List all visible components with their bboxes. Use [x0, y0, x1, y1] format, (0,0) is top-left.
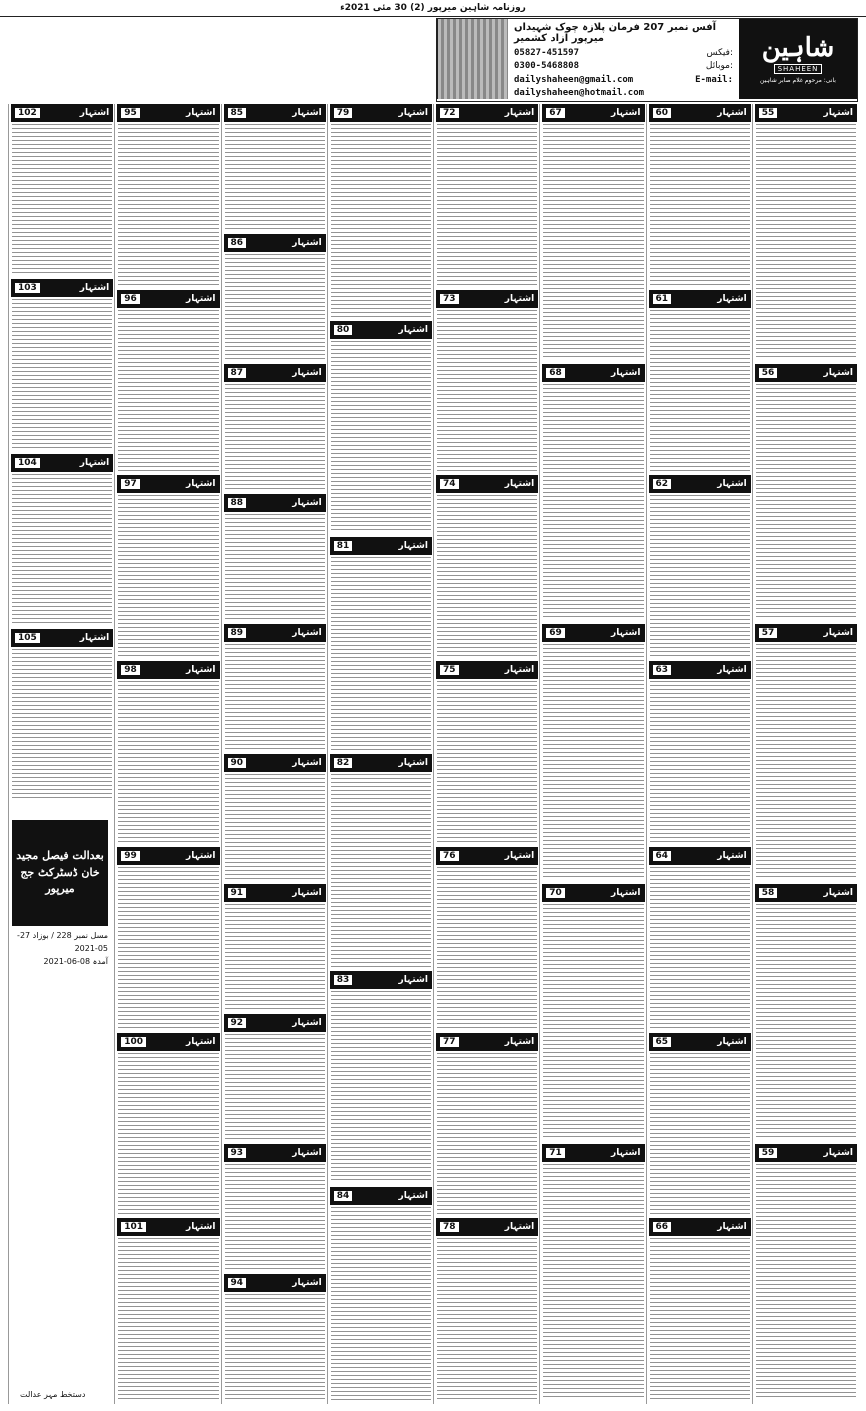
notice-text [437, 124, 537, 286]
notice-header [436, 847, 538, 865]
notice-header [649, 290, 751, 308]
notice-label: اشتہار [611, 888, 641, 898]
notice-number: 67 [546, 108, 565, 118]
notice-text [543, 124, 643, 360]
notice-header [224, 1144, 326, 1162]
notice-text [12, 299, 112, 450]
notice-text [756, 384, 856, 620]
notice-header [649, 1218, 751, 1236]
notice-number: 89 [228, 628, 247, 638]
notice-text [543, 384, 643, 620]
notice-header [224, 624, 326, 642]
notice-number: 69 [546, 628, 565, 638]
notice-number: 59 [759, 1148, 778, 1158]
date-line: آمدہ 08-06-2021 [43, 956, 108, 966]
notice-text [756, 644, 856, 880]
notice-header [542, 104, 644, 122]
notice-text [225, 904, 325, 1010]
notice-header [330, 971, 432, 989]
notice-header [224, 364, 326, 382]
notice-header [330, 321, 432, 339]
notice-header [117, 475, 219, 493]
notice-header [330, 104, 432, 122]
notice-label: اشتہار [398, 974, 428, 985]
masthead [436, 18, 858, 102]
notice-number: 71 [546, 1148, 565, 1158]
paper-name: شاہین [761, 32, 835, 63]
notice-text [543, 904, 643, 1140]
notice-text [331, 557, 431, 750]
notice-number: 87 [228, 368, 247, 378]
column-7 [8, 104, 115, 1404]
notice-columns [8, 104, 858, 1404]
notice-text [225, 124, 325, 230]
notice-label: اشتہار [717, 293, 747, 304]
notice-header [436, 1218, 538, 1236]
notice-label: اشتہار [186, 479, 216, 490]
notice-number: 66 [653, 1222, 672, 1232]
notice-header [649, 661, 751, 679]
notice-text [118, 495, 218, 657]
notice-header [436, 1033, 538, 1051]
notice-label: اشتہار [398, 758, 428, 768]
notice-number: 55 [759, 108, 778, 118]
notice-text [650, 681, 750, 843]
notice-number: 101 [121, 1222, 146, 1232]
notice-text [437, 867, 537, 1029]
notice-number: 86 [228, 238, 247, 248]
notice-label: اشتہار [292, 1148, 322, 1158]
notice-number: 95 [121, 108, 140, 118]
column-4 [327, 104, 434, 1404]
notice-number: 77 [440, 1037, 459, 1047]
notice-number: 84 [334, 1191, 353, 1201]
notice-label: اشتہار [292, 758, 322, 768]
notice-label: اشتہار [717, 1036, 747, 1047]
contact-box [508, 19, 739, 101]
notice-header [224, 494, 326, 512]
notice-text [12, 649, 112, 800]
notice-number: 58 [759, 888, 778, 898]
notice-text [225, 644, 325, 750]
notice-number: 78 [440, 1222, 459, 1232]
notice-text [650, 495, 750, 657]
notice-header [436, 661, 538, 679]
court-title: بعدالت فیصل مجید خان ڈسٹرکٹ جج میرپور [16, 849, 104, 896]
notice-number: 91 [228, 888, 247, 898]
notice-label: اشتہار [504, 479, 535, 490]
notice-label: اشتہار [292, 238, 322, 248]
column-1 [646, 104, 753, 1404]
notice-header [117, 290, 219, 308]
notice-text [225, 1294, 325, 1400]
notice-text [437, 681, 537, 843]
notice-label: اشتہار [186, 293, 216, 304]
notice-text [225, 514, 325, 620]
fax-label: فیکس: [706, 47, 733, 58]
notice-text [331, 341, 431, 534]
notice-label: اشتہار [717, 479, 747, 490]
notice-text [12, 124, 112, 275]
notice-label: اشتہار [504, 108, 535, 118]
notice-number: 97 [121, 479, 140, 489]
court-footer: دستخط مہر عدالت [20, 1390, 86, 1399]
notice-label: اشتہار [611, 1148, 641, 1158]
notice-number: 100 [121, 1037, 146, 1047]
notice-label: اشتہار [186, 1222, 216, 1233]
notice-header [11, 104, 113, 122]
notice-number: 56 [759, 368, 778, 378]
notice-label: اشتہار [186, 1036, 216, 1047]
dateline [0, 0, 866, 17]
notice-text [331, 991, 431, 1184]
notice-header [436, 104, 538, 122]
notice-number: 68 [546, 368, 565, 378]
court-notice-heading [12, 820, 108, 926]
notice-header [11, 279, 113, 297]
notice-header [117, 104, 219, 122]
notice-text [437, 1053, 537, 1215]
notice-header [436, 290, 538, 308]
notice-label: اشتہار [717, 665, 747, 676]
notice-label: اشتہار [292, 108, 322, 118]
column-5 [221, 104, 328, 1404]
notice-label: اشتہار [292, 498, 322, 508]
notice-text [756, 904, 856, 1140]
notice-label: اشتہار [186, 108, 216, 118]
notice-header [117, 847, 219, 865]
notice-header [755, 364, 857, 382]
notice-header [542, 1144, 644, 1162]
notice-header [649, 104, 751, 122]
notice-label: اشتہار [79, 633, 110, 643]
email-address-1[interactable]: dailyshaheen@gmail.com [514, 74, 634, 85]
notice-text [543, 1164, 643, 1400]
notice-label: اشتہار [186, 850, 216, 861]
notice-label: اشتہار [292, 1278, 322, 1288]
notice-header [224, 884, 326, 902]
notice-header [542, 884, 644, 902]
notice-label: اشتہار [717, 108, 747, 118]
notice-text [118, 124, 218, 286]
notice-header [542, 364, 644, 382]
notice-label: اشتہار [398, 324, 428, 335]
notice-text [118, 1053, 218, 1215]
notice-label: اشتہار [186, 665, 216, 676]
notice-number: 94 [228, 1278, 247, 1288]
notice-header [649, 475, 751, 493]
notice-number: 76 [440, 851, 459, 861]
notice-label: اشتہار [823, 1148, 853, 1158]
notice-number: 104 [15, 458, 40, 468]
notice-label: اشتہار [79, 458, 110, 468]
notice-label: اشتہار [292, 1018, 322, 1028]
notice-header [755, 1144, 857, 1162]
notice-text [331, 1207, 431, 1400]
notice-number: 62 [653, 479, 672, 489]
office-address: آفس نمبر 207 فرمان پلازہ چوک شہیداں میرپور آزاد کشمیر [514, 22, 717, 44]
paper-name-latin: SHAHEEN [774, 64, 823, 74]
notice-label: اشتہار [504, 850, 535, 861]
notice-header [224, 104, 326, 122]
notice-header [436, 475, 538, 493]
column-3 [433, 104, 540, 1404]
notice-number: 85 [228, 108, 247, 118]
notice-text [650, 124, 750, 286]
notice-number: 103 [15, 283, 40, 293]
notice-text [12, 474, 112, 625]
notice-text [543, 644, 643, 880]
column-0 [752, 104, 859, 1404]
notice-label: اشتہار [504, 293, 535, 304]
notice-number: 70 [546, 888, 565, 898]
notice-number: 80 [334, 325, 353, 335]
email-row-2 [514, 88, 733, 98]
notice-number: 90 [228, 758, 247, 768]
notice-header [330, 754, 432, 772]
notice-number: 57 [759, 628, 778, 638]
notice-header [224, 1274, 326, 1292]
notice-text [437, 495, 537, 657]
notice-label: اشتہار [504, 665, 535, 676]
notice-label: اشتہار [717, 850, 747, 861]
notice-text [650, 1053, 750, 1215]
notice-header [224, 1014, 326, 1032]
notice-number: 83 [334, 975, 353, 985]
notice-label: اشتہار [292, 368, 322, 378]
notice-text [650, 310, 750, 472]
notice-text [756, 1164, 856, 1400]
notice-header [755, 884, 857, 902]
notice-label: اشتہار [504, 1222, 535, 1233]
notice-header [542, 624, 644, 642]
tagline: بانی: مرحوم غلام صابر شاہین [760, 76, 836, 84]
notice-header [117, 1033, 219, 1051]
fax-number: 05827-451597 [514, 47, 580, 58]
notice-text [650, 1238, 750, 1400]
notice-number: 75 [440, 665, 459, 675]
notice-header [755, 104, 857, 122]
notice-label: اشتہار [398, 108, 428, 118]
notice-header [649, 1033, 751, 1051]
notice-number: 102 [15, 108, 40, 118]
notice-label: اشتہار [79, 283, 110, 293]
notice-number: 98 [121, 665, 140, 675]
notice-label: اشتہار [398, 541, 428, 552]
notice-label: اشتہار [823, 888, 853, 898]
email-label: E-mail: [695, 74, 733, 85]
notice-number: 61 [653, 294, 672, 304]
notice-number: 79 [334, 108, 353, 118]
notice-text [650, 867, 750, 1029]
notice-text [437, 1238, 537, 1400]
notice-number: 105 [15, 633, 40, 643]
notice-label: اشتہار [79, 108, 110, 118]
notice-header [224, 754, 326, 772]
notice-text [118, 867, 218, 1029]
notice-number: 99 [121, 851, 140, 861]
case-line: مسل نمبر 228 / بوزاد 27-05-2021 [17, 931, 108, 953]
notice-text [225, 384, 325, 490]
notice-number: 81 [334, 541, 353, 551]
notice-header [649, 847, 751, 865]
notice-text [331, 124, 431, 317]
notice-label: اشتہار [823, 368, 853, 378]
notice-label: اشتہار [292, 628, 322, 638]
notice-header [224, 234, 326, 252]
fax-row [514, 48, 733, 58]
notice-number: 96 [121, 294, 140, 304]
notice-number: 88 [228, 498, 247, 508]
notice-label: اشتہار [823, 108, 853, 118]
notice-label: اشتہار [611, 628, 641, 638]
notice-number: 74 [440, 479, 459, 489]
notice-number: 64 [653, 851, 672, 861]
notice-label: اشتہار [292, 888, 322, 898]
notice-number: 73 [440, 294, 459, 304]
column-6 [114, 104, 221, 1404]
notice-text [437, 310, 537, 472]
notice-label: اشتہار [823, 628, 853, 638]
notice-text [225, 1164, 325, 1270]
notice-number: 60 [653, 108, 672, 118]
notice-label: اشتہار [611, 368, 641, 378]
notice-label: اشتہار [717, 1222, 747, 1233]
mobile-row [514, 61, 733, 71]
column-2 [539, 104, 646, 1404]
notice-header [117, 1218, 219, 1236]
notice-text [118, 310, 218, 472]
mobile-label: موبائل: [705, 61, 733, 71]
notice-text [118, 681, 218, 843]
notice-header [117, 661, 219, 679]
notice-number: 72 [440, 108, 459, 118]
notice-label: اشتہار [398, 1191, 428, 1202]
notice-header [11, 454, 113, 472]
notice-label: اشتہار [504, 1036, 535, 1047]
notice-text [118, 1238, 218, 1400]
court-case-info [12, 930, 108, 968]
notice-header [330, 1187, 432, 1205]
email-row [514, 75, 733, 85]
dateline-text: روزنامہ شاہین میرپور (2) 30 مئی 2021ء [340, 3, 526, 13]
building-photo [437, 19, 508, 99]
notice-text [225, 774, 325, 880]
notice-number: 65 [653, 1037, 672, 1047]
notice-header [330, 537, 432, 555]
notice-number: 93 [228, 1148, 247, 1158]
notice-number: 63 [653, 665, 672, 675]
notice-text [331, 774, 431, 967]
notice-number: 92 [228, 1018, 247, 1028]
notice-header [755, 624, 857, 642]
notice-text [225, 1034, 325, 1140]
mobile-number: 0300-5468808 [514, 61, 580, 71]
notice-number: 82 [334, 758, 353, 768]
notice-label: اشتہار [611, 108, 641, 118]
email-address-2[interactable]: dailyshaheen@hotmail.com [514, 88, 645, 98]
notice-text [756, 124, 856, 360]
notice-text [225, 254, 325, 360]
newspaper-logo [739, 19, 857, 99]
notice-header [11, 629, 113, 647]
